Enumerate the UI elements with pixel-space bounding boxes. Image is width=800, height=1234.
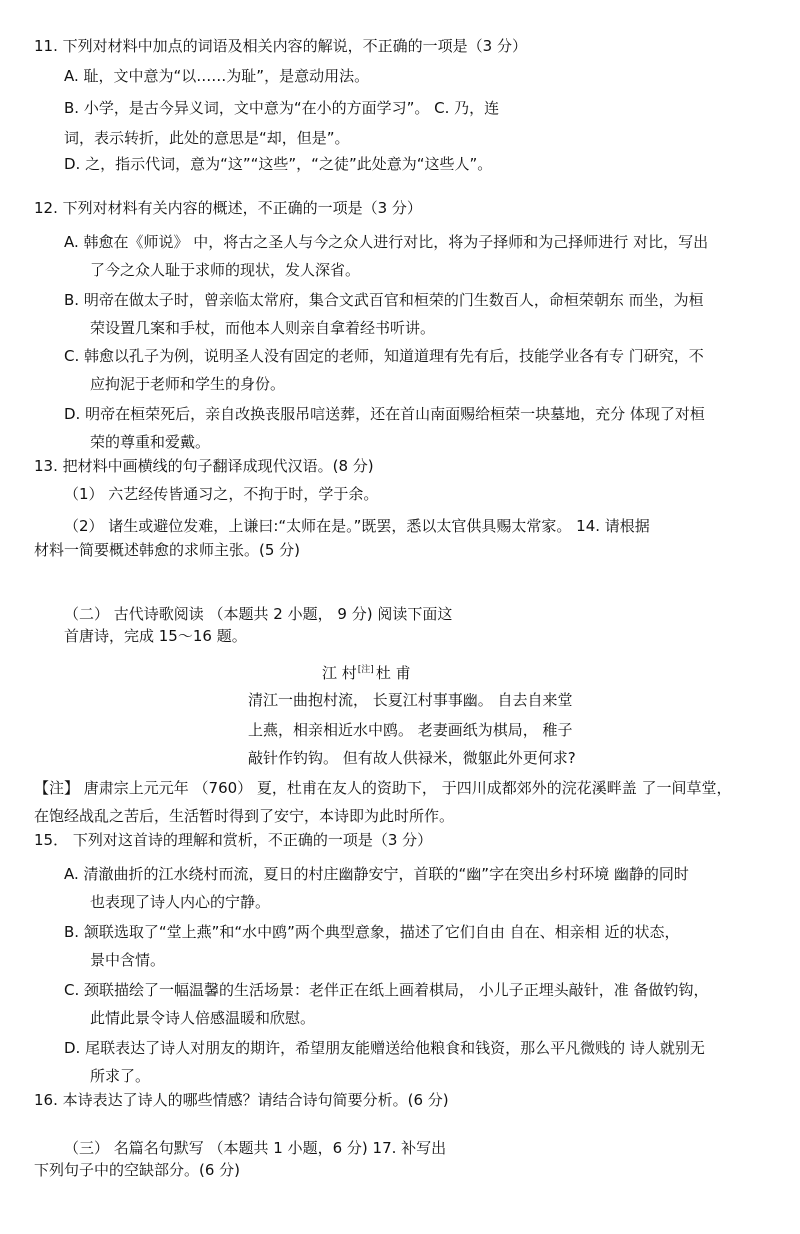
poem-note-line1: 【注】 唐肃宗上元元年 （760） 夏，杜甫在友人的资助下， 于四川成都郊外的浣花溪畔盖 了一间草堂， (34, 779, 732, 797)
q12-option-b-line1: B. 明帝在做太子时，曾亲临太常府，集合文武百官和桓荣的门生数百人，命桓荣朝东 而坐，为桓 (64, 291, 704, 309)
q11-option-b-line1: B. 小学，是古今异义词，文中意为“在小的方面学习”。 C. 乃，连 (64, 99, 500, 117)
q16-stem: 16. 本诗表达了诗人的哪些情感？请结合诗句简要分析。(6 分) (34, 1091, 449, 1109)
q12-option-c-line2: 应拘泥于老师和学生的身份。 (90, 375, 286, 393)
q15-option-a-line1: A. 清澈曲折的江水绕村而流，夏日的村庄幽静安宁，首联的“幽”字在突出乡村环境 幽静的同时 (64, 865, 689, 883)
q12-option-a-line2: 了今之众人耻于求师的现状，发人深省。 (90, 261, 361, 279)
poem-title: 江 村 (322, 664, 357, 682)
q14-stem: 材料一简要概述韩愈的求师主张。(5 分) (34, 541, 301, 559)
q11-option-d: D. 之，指示代词，意为“这”“这些”，“之徒”此处意为“这些人”。 (64, 155, 493, 173)
q15-option-b-line1: B. 颔联选取了“堂上燕”和“水中鸥”两个典型意象，描述了它们自由 自在、相亲相 近的状态， (64, 923, 680, 941)
q13-sentence-2: （2） 诸生或避位发难，上谦曰:“太师在是。”既罢，悉以太官供具赐太常家。 14. 请根据 (64, 517, 650, 535)
section3-heading: （三） 名篇名句默写 （本题共 1 小题，6 分) 17. 补写出 (64, 1139, 447, 1157)
q15-option-c-line1: C. 颈联描绘了一幅温馨的生活场景：老伴正在纸上画着棋局， 小儿子正埋头敲针，准 备做钓钩， (64, 981, 709, 999)
poem-note-mark: [注] (357, 665, 374, 675)
q12-option-c-line1: C. 韩愈以孔子为例，说明圣人没有固定的老师，知道道理有先有后，技能学业各有专 门研究，不 (64, 347, 704, 365)
section3-instruction: 下列句子中的空缺部分。(6 分) (34, 1161, 241, 1179)
q12-option-b-line2: 荣设置几案和手杖，而他本人则亲自拿着经书听讲。 (90, 319, 436, 337)
poem-line-2: 上燕，相亲相近水中鸥。 老妻画纸为棋局， 稚子 (248, 721, 573, 739)
q12-option-d-line1: D. 明帝在桓荣死后，亲自改换丧服吊唁送葬，还在首山南面赐给桓荣一块墓地，充分 体现了对桓 (64, 405, 705, 423)
q15-option-b-line2: 景中含情。 (90, 951, 166, 969)
poem-line-3: 敲针作钓钩。 但有故人供禄米，微躯此外更何求? (248, 749, 576, 767)
poem-note-line2: 在饱经战乱之苦后，生活暂时得到了安宁，本诗即为此时所作。 (34, 807, 455, 825)
section2-heading: （二） 古代诗歌阅读 （本题共 2 小题， 9 分) 阅读下面这 (64, 605, 453, 623)
q13-sentence-1: （1） 六艺经传皆通习之，不拘于时，学于余。 (64, 485, 379, 503)
q11-option-b-line2: 词，表示转折，此处的意思是“却，但是”。 (64, 129, 350, 147)
q15-option-d-line1: D. 尾联表达了诗人对朋友的期许，希望朋友能赠送给他粮食和钱资，那么平凡微贱的 诗人就别无 (64, 1039, 705, 1057)
q11-option-a: A. 耻，文中意为“以……为耻”，是意动用法。 (64, 67, 370, 85)
poem-author: 杜 甫 (375, 664, 411, 682)
q11-stem: 11. 下列对材料中加点的词语及相关内容的解说，不正确的一项是（3 分） (34, 37, 527, 55)
q12-option-d-line2: 荣的尊重和爱戴。 (90, 433, 211, 451)
q13-stem: 13. 把材料中画横线的句子翻译成现代汉语。(8 分) (34, 457, 374, 475)
q15-option-d-line2: 所求了。 (90, 1067, 151, 1085)
q15-option-c-line2: 此情此景令诗人倍感温暖和欣慰。 (90, 1009, 316, 1027)
q12-stem: 12. 下列对材料有关内容的概述，不正确的一项是（3 分） (34, 199, 422, 217)
q15-option-a-line2: 也表现了诗人内心的宁静。 (90, 893, 271, 911)
q12-option-a-line1: A. 韩愈在《师说》 中，将古之圣人与今之众人进行对比，将为子择师和为己择师进行 对比，写出 (64, 233, 709, 251)
section2-instruction: 首唐诗，完成 15～16 题。 (64, 627, 247, 645)
poem-line-1: 清江一曲抱村流， 长夏江村事事幽。 自去自来堂 (248, 691, 573, 709)
q15-stem: 15． 下列对这首诗的理解和赏析，不正确的一项是（3 分） (34, 831, 433, 849)
poem-title-line (322, 660, 411, 683)
